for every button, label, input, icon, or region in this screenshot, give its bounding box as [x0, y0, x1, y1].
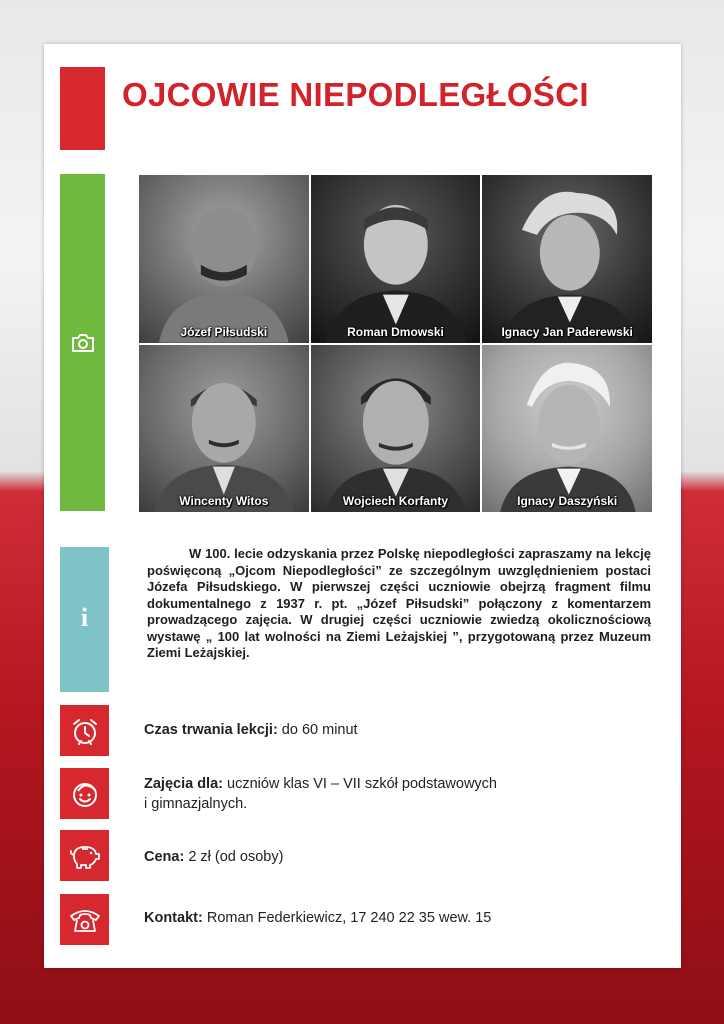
info-icon: i — [80, 603, 89, 632]
price-label: Cena: — [144, 849, 185, 865]
portrait-caption: Ignacy Jan Paderewski — [501, 324, 633, 339]
portrait-1 — [139, 175, 309, 343]
gallery-accent-bar — [60, 174, 105, 511]
portrait-silhouette — [482, 345, 652, 513]
portrait-silhouette — [139, 345, 309, 513]
lesson-description: W 100. lecie odzyskania przez Polskę niepodległości zapraszamy na lekcję poświęconą „Ojcom Niepodległości” ze szczególnym uwzględnieniem postaci Józefa Piłsudskiego. W pierwszej części uczniowie obejrzą fragment filmu dokumentalnego z 1937 r. pt. „Józef Piłsudski” połączony z komentarzem prowadzącego zajęcia. W drugiej części uczniowie zwiedzą okolicznościową wystawę „ 100 lat wolności na Ziemi Leżajskiej ”, przygotowaną przez Muzeum Ziemi Leżajskiej. — [147, 546, 651, 660]
page-title: OJCOWIE NIEPODLEGŁOŚCI — [122, 76, 589, 113]
telephone-icon — [68, 906, 102, 934]
portrait-4 — [139, 345, 309, 513]
contact-label: Kontakt: — [144, 910, 203, 926]
portrait-caption: Roman Dmowski — [347, 324, 444, 339]
portrait-caption: Wojciech Korfanty — [342, 494, 449, 508]
smiley-icon — [69, 778, 101, 810]
audience-label: Zajęcia dla: — [144, 776, 223, 792]
duration-icon-box — [60, 705, 109, 756]
portrait-caption: Józef Piłsudski — [180, 324, 268, 339]
contact-value: Roman Federkiewicz, 17 240 22 35 wew. 15 — [202, 910, 492, 926]
portrait-silhouette — [311, 175, 481, 343]
contact-icon-box — [60, 894, 109, 945]
portrait-6 — [482, 345, 652, 513]
audience-icon-box — [60, 768, 109, 819]
piggy-bank-icon — [68, 842, 102, 870]
price-info — [144, 847, 283, 867]
audience-value-cont: i gimnazjalnych. — [144, 796, 248, 812]
portrait-silhouette — [139, 175, 309, 343]
duration-label: Czas trwania lekcji: — [144, 722, 278, 738]
camera-icon — [60, 332, 105, 354]
portrait-silhouette — [482, 175, 652, 343]
portrait-caption: Ignacy Daszyński — [517, 494, 618, 508]
portrait-caption: Wincenty Witos — [179, 494, 269, 508]
contact-info — [144, 908, 491, 928]
info-accent-bar — [60, 547, 109, 692]
duration-value: do 60 minut — [277, 722, 358, 738]
portrait-2 — [311, 175, 481, 343]
portrait-5 — [311, 345, 481, 513]
portrait-3 — [482, 175, 652, 343]
price-value: 2 zł (od osoby) — [184, 849, 284, 865]
portrait-gallery — [139, 175, 652, 512]
title-accent-bar — [60, 67, 105, 150]
audience-value: uczniów klas VI – VII szkół podstawowych — [222, 776, 497, 792]
price-icon-box — [60, 830, 109, 881]
audience-info — [144, 774, 497, 814]
duration-info — [144, 720, 358, 740]
portrait-silhouette — [311, 345, 481, 513]
alarm-clock-icon — [69, 715, 101, 747]
flyer-card — [44, 44, 681, 968]
